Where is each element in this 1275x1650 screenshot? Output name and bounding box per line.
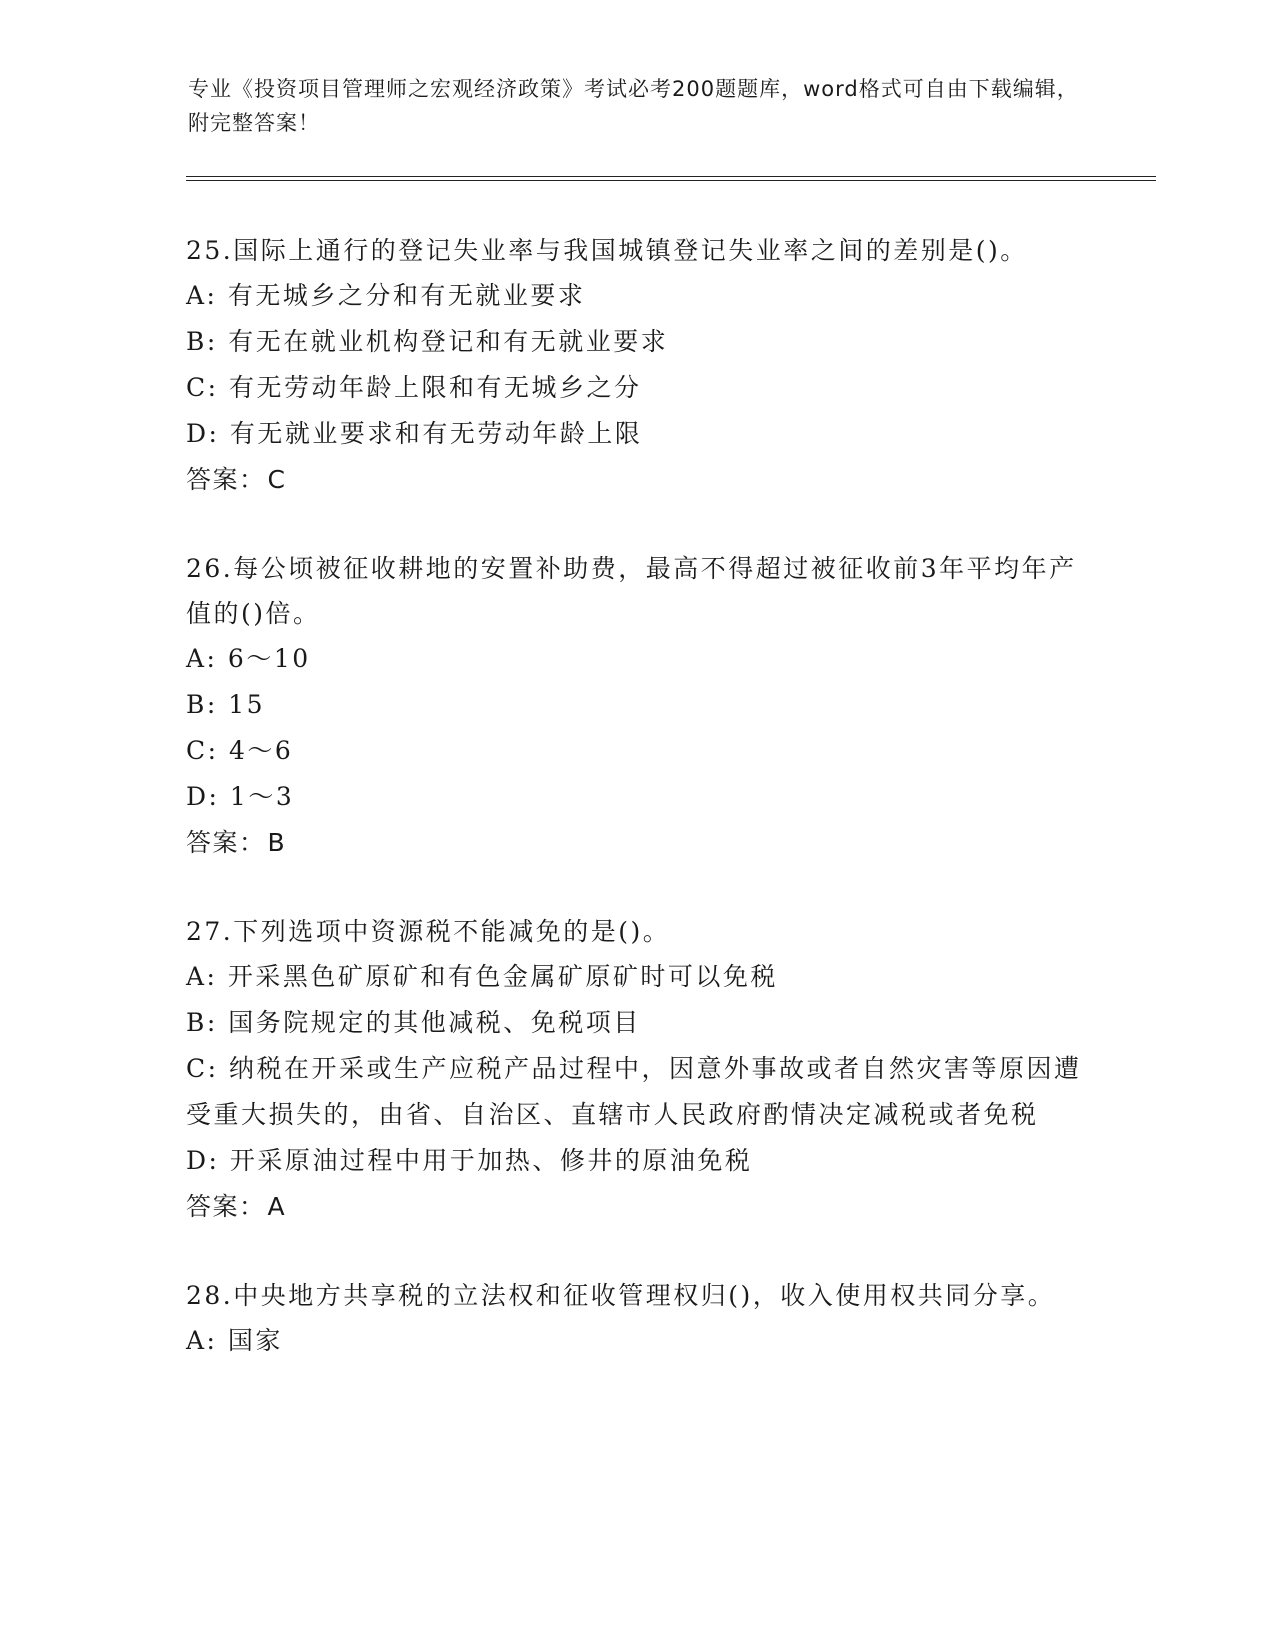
option-c: C: 纳税在开采或生产应税产品过程中，因意外事故或者自然灾害等原因遭受重大损失的，由省、自治区、直辖市人民政府酌情决定减税或者免税 bbox=[186, 1054, 1082, 1129]
option-c: C: 有无劳动年龄上限和有无城乡之分 bbox=[186, 373, 642, 402]
option-d: D: 有无就业要求和有无劳动年龄上限 bbox=[186, 419, 643, 448]
question-stem: 25.国际上通行的登记失业率与我国城镇登记失业率之间的差别是()。 bbox=[186, 236, 1028, 265]
answer-label: 答案： bbox=[186, 828, 266, 857]
question-25 bbox=[186, 228, 1086, 503]
question-list bbox=[186, 228, 1086, 1407]
question-28 bbox=[186, 1273, 1086, 1364]
option-a: A: 6～10 bbox=[186, 644, 311, 673]
question-stem: 27.下列选项中资源税不能减免的是()。 bbox=[186, 917, 671, 946]
option-c: C: 4～6 bbox=[186, 736, 294, 765]
option-d: D: 开采原油过程中用于加热、修井的原油免税 bbox=[186, 1146, 753, 1175]
option-b: B: 有无在就业机构登记和有无就业要求 bbox=[186, 327, 669, 356]
question-27 bbox=[186, 909, 1086, 1230]
option-a: A: 国家 bbox=[186, 1326, 283, 1355]
answer-value: A bbox=[267, 1192, 287, 1221]
option-d: D: 1～3 bbox=[186, 782, 295, 811]
answer-label: 答案： bbox=[186, 465, 266, 494]
answer-label: 答案： bbox=[186, 1192, 266, 1221]
question-stem: 28.中央地方共享税的立法权和征收管理权归()，收入使用权共同分享。 bbox=[186, 1281, 1056, 1310]
answer-line bbox=[186, 820, 1086, 866]
option-a: A: 开采黑色矿原矿和有色金属矿原矿时可以免税 bbox=[186, 962, 778, 991]
answer-value: B bbox=[267, 828, 287, 857]
option-b: B: 国务院规定的其他减税、免税项目 bbox=[186, 1008, 641, 1037]
question-26 bbox=[186, 546, 1086, 866]
document-header: 专业《投资项目管理师之宏观经济政策》考试必考200题题库，word格式可自由下载编辑，附完整答案！ bbox=[188, 77, 1079, 135]
answer-line bbox=[186, 1184, 1086, 1230]
header-divider bbox=[186, 176, 1156, 181]
question-stem: 26.每公顷被征收耕地的安置补助费，最高不得超过被征收前3年平均年产值的()倍。 bbox=[186, 554, 1077, 628]
answer-value: C bbox=[267, 465, 287, 494]
answer-line bbox=[186, 457, 1086, 503]
option-b: B: 15 bbox=[186, 690, 266, 719]
option-a: A: 有无城乡之分和有无就业要求 bbox=[186, 281, 586, 310]
